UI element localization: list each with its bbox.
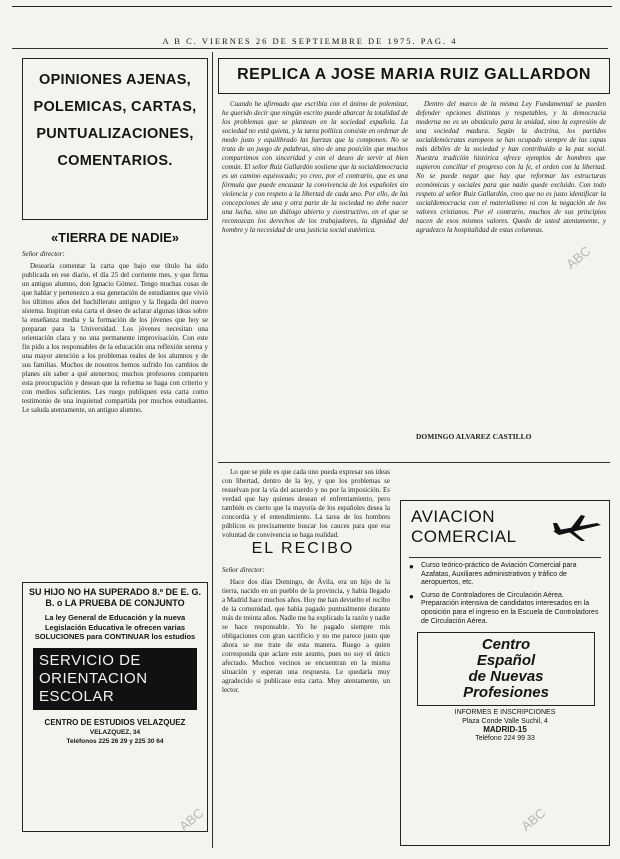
velazquez-subline: La ley General de Educación y la nueva Legislación Educativa le ofrecen varias SOLUCIONES para CONTINUAR los estudios [34,613,196,641]
top-rule [12,6,612,7]
aviacion-item-text: Curso de Controladores de Circulación Aérea. Preparación intensiva de candidatos interesados en la oposición para el ingreso en la Escuela de Controladores de Circulación Aérea. [421,591,599,625]
tierra-title: «TIERRA DE NADIE» [50,230,180,245]
replica-col1 [222,100,408,460]
watermark: ABC [518,805,549,834]
replica-title: REPLICA A JOSE MARIA RUIZ GALLARDON [237,66,591,83]
opiniones-line: OPINIONES AJENAS, [38,72,191,88]
recibo-title: EL RECIBO [251,540,355,557]
replica-text: Dentro del marco de la misma Ley Fundamental se pueden defender opciones distintas y respetables, y la democracia moderna no es un obstáculo para la unidad, sino la expresión de una sociedad madura. Según la doctrina, los partidos socialdemócratas europeos se han ocupado siempre de las capas más débiles de la sociedad y han contribuido a la paz social. Nuestra tradición histórica ofrece ejemplos de hombres que supieron conciliar el progreso con la fe, el orden con la libertad. No se puede negar que hay que reformar las estructuras económicas y sociales para que nadie quede excluido. Con todo respeto al señor Ruiz Gallardón, creo que no es justo identificar la socialdemocracia con el materialismo ni con la negación de los valores cristianos. Por el contrario, muchos de sus principios nacen de esos mismos valores. Quedo de usted atentamente, y agradezco la hospitalidad de estas columnas. [416,100,606,234]
opiniones-line: POLEMICAS, CARTAS, [33,99,197,115]
aviacion-ad [400,500,610,846]
orientacion-line: ORIENTACION [39,669,148,687]
centro-line: Centro [481,636,531,654]
tierra-body [22,262,208,566]
replica-title-box [218,58,610,94]
velazquez-phones: Teléfonos 225 26 29 y 225 30 64 [66,737,164,745]
replica-rule [218,462,610,463]
recibo-body [222,578,390,848]
aviacion-title-line: COMERCIAL [411,527,517,546]
bullet-icon: ● [409,562,414,571]
aviacion-rule [409,557,601,558]
replica-signature: DOMINGO ALVAREZ CASTILLO [416,432,532,441]
centro-line: Español [476,652,536,670]
opiniones-line: COMENTARIOS. [57,153,173,169]
aviacion-address-line: Teléfono 224 99 33 [475,734,535,742]
aviacion-address-line: Plaza Conde Valle Suchil, 4 [462,717,548,725]
velazquez-ad [22,582,208,832]
orientacion-line: ESCOLAR [39,687,115,705]
orientacion-line: SERVICIO DE [39,651,141,669]
aviacion-address-line: MADRID-15 [483,725,527,735]
replica-col1b [222,468,390,539]
aviacion-item [401,562,609,588]
orientacion-block [33,648,197,710]
velazquez-headline: SU HIJO NO HA SUPERADO 8.º DE E. G. B. o LA PRUEBA DE CONJUNTO [29,587,201,608]
airplane-icon [551,513,603,543]
replica-text: Lo que se pide es que cada uno pueda expresar sus ideas con libertad, dentro de la ley, y que los problemas se resuelvan por la vía del acuerdo y no por la imposición. Es verdad que hay quienes desean el enfrentamiento, pero también es cierto que la mayoría de los españoles desea la concordia y el entendimiento. La tarea de los hombres públicos es precisamente buscar los cauces para que esa voluntad de convivencia se haga realidad. [222,468,390,539]
column-divider [212,52,213,848]
aviacion-title-line: AVIACION [411,507,495,526]
centro-line: de Nuevas [468,668,544,686]
velazquez-school: CENTRO DE ESTUDIOS VELAZQUEZ [44,717,186,727]
tierra-text: Desearía comentar la carta que bajo ese título ha sido publicada en ese diario, el día 25 del corriente mes, y que firma un antiguo alumno, don Ignacio Gómez. Tengo muchas cosas de que hablar y pertenezco a esa generación de estudiantes que vivió los últimos años del bachillerato antiguo y la llegada del nuevo sistema. Inspiran esta carta el deseo de aclarar algunas ideas sobre la enseñanza media y la formación de los jóvenes que hoy se preparan para la Universidad. Los jóvenes necesitan una orientación clara y no una permanente improvisación. Con este fin pido a los responsables de la educación una reflexión serena y una mayor atención a los problemas reales de los alumnos y de sus familias. Muchos de nosotros hemos sufrido los cambios de planes sin saber a qué atenernos; muchos profesores comparten esta preocupación y desean que la reforma se haga con criterio y con medios suficientes. Les ruego publiquen esta carta como testimonio de una inquietud compartida por muchos estudiantes. Le saluda atentamente, un antiguo alumno. [22,262,208,414]
header-rule [12,48,608,49]
bullet-icon: ● [409,591,414,601]
opiniones-line: PUNTUALIZACIONES, [36,126,194,142]
page-header: A B C. VIERNES 26 DE SEPTIEMBRE DE 1975. PAG. 4 [162,36,458,46]
aviacion-item [401,592,609,626]
opiniones-box [22,58,208,220]
watermark: ABC [563,243,594,272]
velazquez-address: VELAZQUEZ, 34 [89,728,141,736]
aviacion-address [401,706,609,743]
replica-text: Cuando he afirmado que escribía con el ánimo de polemizar, he querido decir que ningún escrito puede abarcar la totalidad de los problemas que se plantean en la sociedad española. La sociedad no está quieta, y la tarea política consiste en ordenar de modo justo y equilibrado las fuerzas que la componen. No se trata de un juego de palabras, sino de una posición que muchos compartimos con sinceridad y con el deseo de servir al bien común. El señor Ruiz Gallardón sostiene que la socialdemocracia es un camino equivocado; yo creo, por el contrario, que es una fórmula que puede encauzar la convivencia de los españoles sin violencia y con respeto a la libertad de cada uno. Por ello, de las concepciones de una y otra parte de la sociedad no debe nacer una lucha, sino un diálogo abierto y constructivo, en el que se reconozcan los derechos de los trabajadores, la dignidad del hombre y la necesidad de una justicia social auténtica. [222,100,408,234]
aviacion-address-line: INFORMES E INSCRIPCIONES [454,709,556,717]
watermark: ABC [176,805,207,834]
aviacion-item-text: Curso teórico-práctico de Aviación Comercial para Azafatas, Auxiliares administrativos y tráfico de aeropuertos, etc. [421,562,577,587]
recibo-text: Hace dos días Domingo, de Ávila, era un hijo de la tierra, nacido en un pueblo de la provincia, y había llegado a Madrid hace muchos años. Hoy me han devuelto el recibo de la comunidad, que había pagado puntualmente durante más de treinta años. Nadie me ha explicado la razón y nadie se hace responsable. Yo he pagado siempre mis obligaciones con gran sacrificio y no me parece justo que ahora se me trate de esta manera. Ruego a quien corresponda que aclare este asunto, pues no soy el único afectado. Muchos vecinos se encuentran en la misma situación y esperan una respuesta. Le quedaría muy agradecido si publicase esta carta. Muy atentamente, un lector. [222,578,390,694]
centro-line: Profesiones [463,684,549,702]
recibo-salutation: Señor director: [222,566,265,574]
tierra-salutation: Señor director: [22,250,65,258]
centro-logo [417,632,595,706]
